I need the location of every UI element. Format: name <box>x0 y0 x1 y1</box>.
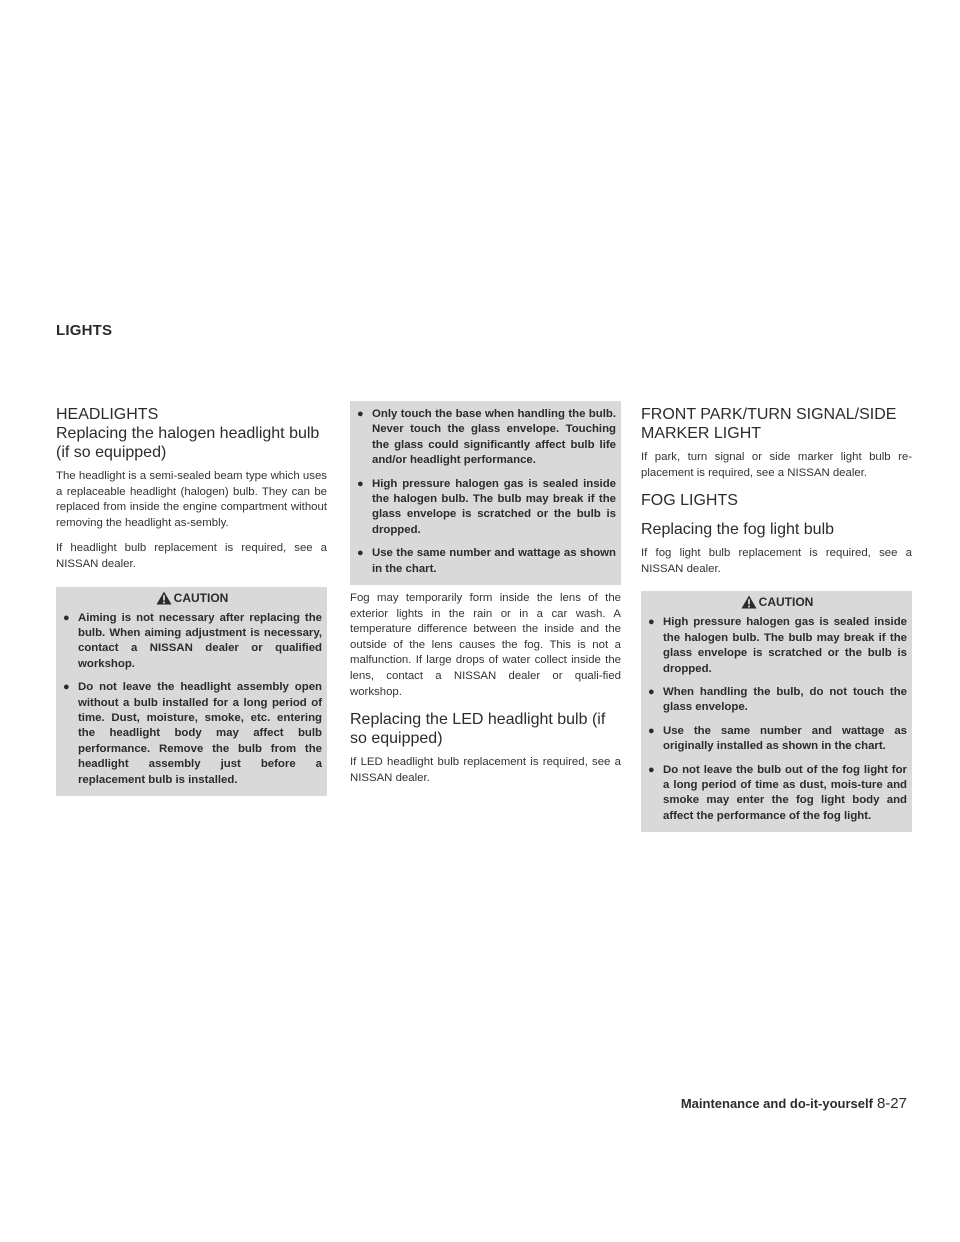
caution-box-fog <box>641 591 912 832</box>
bullet-icon: ● <box>357 547 364 560</box>
page-number: 8-27 <box>876 1095 907 1112</box>
caution-box-continued <box>350 401 621 585</box>
caution-box-headlight <box>56 587 327 796</box>
park-turn-dealer-note: If park, turn signal or side marker light bulb re-placement is required, see a NISSAN dealer. <box>641 451 912 479</box>
caution-item: ● High pressure halogen gas is sealed inside the halogen bulb. The bulb may break if the glass envelope is scratched or the bulb is dropped. <box>357 477 616 536</box>
section-title: LIGHTS <box>56 322 113 339</box>
column-3 <box>641 405 912 832</box>
park-turn-heading: FRONT PARK/TURN SIGNAL/SIDE MARKER LIGHT <box>641 406 897 442</box>
caution-item: ● Only touch the base when handling the bulb. Never touch the glass envelope. Touching the glass could significantly affect bulb life and/or headlight performance. <box>357 408 616 467</box>
bullet-icon: ● <box>357 477 364 490</box>
caution-item: ● Use the same number and wattage as shown in the chart. <box>357 547 616 575</box>
page-footer <box>681 1095 907 1112</box>
caution-header <box>62 591 322 605</box>
bullet-icon: ● <box>648 686 655 698</box>
caution-label: CAUTION <box>173 590 229 605</box>
fog-lights-heading: FOG LIGHTS <box>641 492 738 510</box>
bullet-icon: ● <box>648 616 655 629</box>
led-dealer-note: If LED headlight bulb replacement is required, see a NISSAN dealer. <box>350 756 621 784</box>
fog-lens-note: Fog may temporarily form inside the lens of the exterior lights in the rain or in a car wash. A temperature difference between the inside and the outside of the lens causes the fog. This is not a malfunction. If large drops of water collect inside the lens, contact a NISSAN dealer or quali-fied workshop. <box>350 592 621 698</box>
headlights-heading: HEADLIGHTS <box>56 406 159 423</box>
warning-triangle-icon <box>741 595 757 609</box>
caution-item: ● Aiming is not necessary after replacing the bulb. When aiming adjustment is necessary, contact a NISSAN dealer or qualified workshop. <box>63 611 322 670</box>
caution-item: ● When handling the bulb, do not touch the glass envelope. <box>648 686 907 714</box>
caution-label: CAUTION <box>758 595 814 610</box>
column-1 <box>56 405 327 796</box>
bullet-icon: ● <box>648 763 655 776</box>
headlight-description: The headlight is a semi-sealed beam type which uses a replaceable headlight (halogen) bulb. They can be replaced from inside the engine compartment without removing the headlight as-sembly. <box>56 470 327 529</box>
led-bulb-subheading: Replacing the LED headlight bulb (if so equipped) <box>350 711 606 748</box>
caution-item: ● Do not leave the bulb out of the fog light for a long period of time as dust, mois-ture and smoke may enter the fog light body and affect the performance of the fog light. <box>648 763 907 822</box>
fog-dealer-note: If fog light bulb replacement is required, see a NISSAN dealer. <box>641 547 912 575</box>
fog-bulb-subheading: Replacing the fog light bulb <box>641 521 835 539</box>
bullet-icon: ● <box>648 724 655 737</box>
warning-triangle-icon <box>156 591 172 605</box>
halogen-bulb-subheading: Replacing the halogen headlight bulb (if so equipped) <box>56 425 320 461</box>
caution-item: ● High pressure halogen gas is sealed inside the halogen bulb. The bulb may break if the glass envelope is scratched or the bulb is dropped. <box>648 616 907 675</box>
bullet-icon: ● <box>63 681 70 694</box>
bullet-icon: ● <box>63 611 70 624</box>
chapter-title: Maintenance and do-it-yourself <box>680 1096 873 1111</box>
headlight-dealer-note: If headlight bulb replacement is required, see a NISSAN dealer. <box>56 542 327 570</box>
bullet-icon: ● <box>357 408 364 420</box>
caution-item: ● Use the same number and wattage as originally installed as shown in the chart. <box>648 724 907 753</box>
caution-header <box>647 595 907 609</box>
caution-item: ● Do not leave the headlight assembly open without a bulb installed for a long period of time. Dust, moisture, smoke, etc. entering the headlight body may affect bulb performance. Remove the bulb from the headlight assembly just before a replacement bulb is installed. <box>63 681 322 786</box>
column-2 <box>350 401 621 796</box>
